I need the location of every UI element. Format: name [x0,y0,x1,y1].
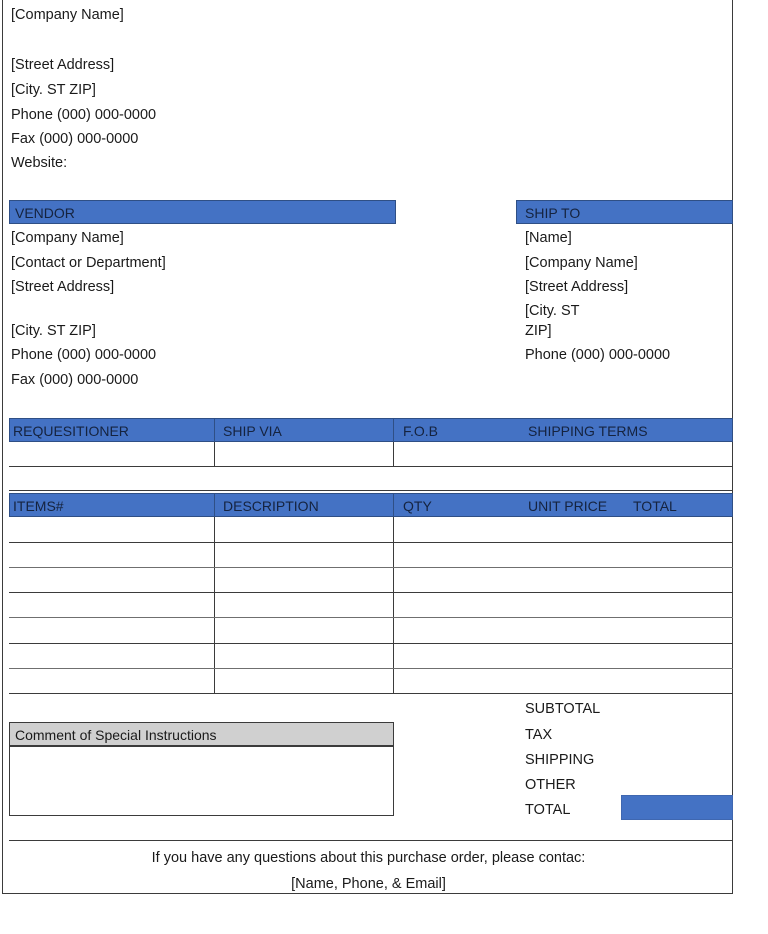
items-header-total: TOTAL [633,498,677,514]
items-row-rule-2 [9,567,733,568]
ship-to-heading: SHIP TO [525,205,581,221]
items-row-rule-4 [9,617,733,618]
vendor-heading: VENDOR [15,205,75,221]
shipping-header-ship-via: SHIP VIA [223,423,282,439]
form-sheet [2,0,733,894]
footer-line-2: [Name, Phone, & Email] [291,876,446,892]
items-row-rule-5 [9,643,733,644]
vendor-line-0: [Company Name] [11,230,124,246]
shipping-row-divider-2 [393,442,394,467]
totals-value-total[interactable] [621,795,733,820]
totals-label-subtotal: SUBTOTAL [525,701,601,717]
items-row-rule-7 [9,693,733,694]
letterhead-fax: Fax (000) 000-0000 [11,131,139,147]
shipping-header-requesitioner: REQUESITIONER [13,423,129,439]
shipping-header-divider-2 [393,418,394,442]
shipping-row-divider-1 [214,442,215,467]
shipping-header-fob: F.O.B [403,423,439,439]
ship-to-line-5: Phone (000) 000-0000 [525,347,671,363]
totals-label-other: OTHER [525,777,576,793]
vendor-line-5: Fax (000) 000-0000 [11,372,139,388]
items-header-band [9,493,733,517]
shipping-header-divider-1 [214,418,215,442]
totals-label-shipping: SHIPPING [525,752,595,768]
letterhead-city-state-zip: [City. ST ZIP] [11,82,96,98]
ship-to-line-3: [City. ST [525,303,580,319]
ship-to-line-0: [Name] [525,230,572,246]
shipping-row-bottom-rule [9,466,733,467]
vendor-line-3: [City. ST ZIP] [11,323,96,339]
ship-to-line-4: ZIP] [525,323,552,339]
letterhead-company: [Company Name] [11,7,124,23]
comments-heading: Comment of Special Instructions [15,727,217,743]
footer-line-1: If you have any questions about this purchase order, please contac: [151,850,586,866]
footer-top-rule [9,840,733,841]
spacer-bottom-rule [9,490,733,491]
items-row-rule-1 [9,542,733,543]
letterhead-street: [Street Address] [11,57,115,73]
items-header-items-number: ITEMS# [13,498,64,514]
ship-to-line-1: [Company Name] [525,255,638,271]
comments-body-box[interactable] [9,746,394,816]
items-row-rule-6 [9,668,733,669]
items-header-divider-1 [214,493,215,517]
vendor-line-4: Phone (000) 000-0000 [11,347,157,363]
totals-label-tax: TAX [525,727,553,743]
items-header-description: DESCRIPTION [223,498,319,514]
vendor-line-2: [Street Address] [11,279,115,295]
letterhead-website: Website: [11,155,68,171]
items-header-unit-price: UNIT PRICE [528,498,608,514]
ship-to-line-2: [Street Address] [525,279,629,295]
totals-label-total: TOTAL [525,802,571,818]
vendor-line-1: [Contact or Department] [11,255,166,271]
items-row-rule-3 [9,592,733,593]
shipping-header-shipping-terms: SHIPPING TERMS [528,423,648,439]
items-header-qty: QTY [403,498,432,514]
items-header-divider-2 [393,493,394,517]
letterhead-phone: Phone (000) 000-0000 [11,107,157,123]
